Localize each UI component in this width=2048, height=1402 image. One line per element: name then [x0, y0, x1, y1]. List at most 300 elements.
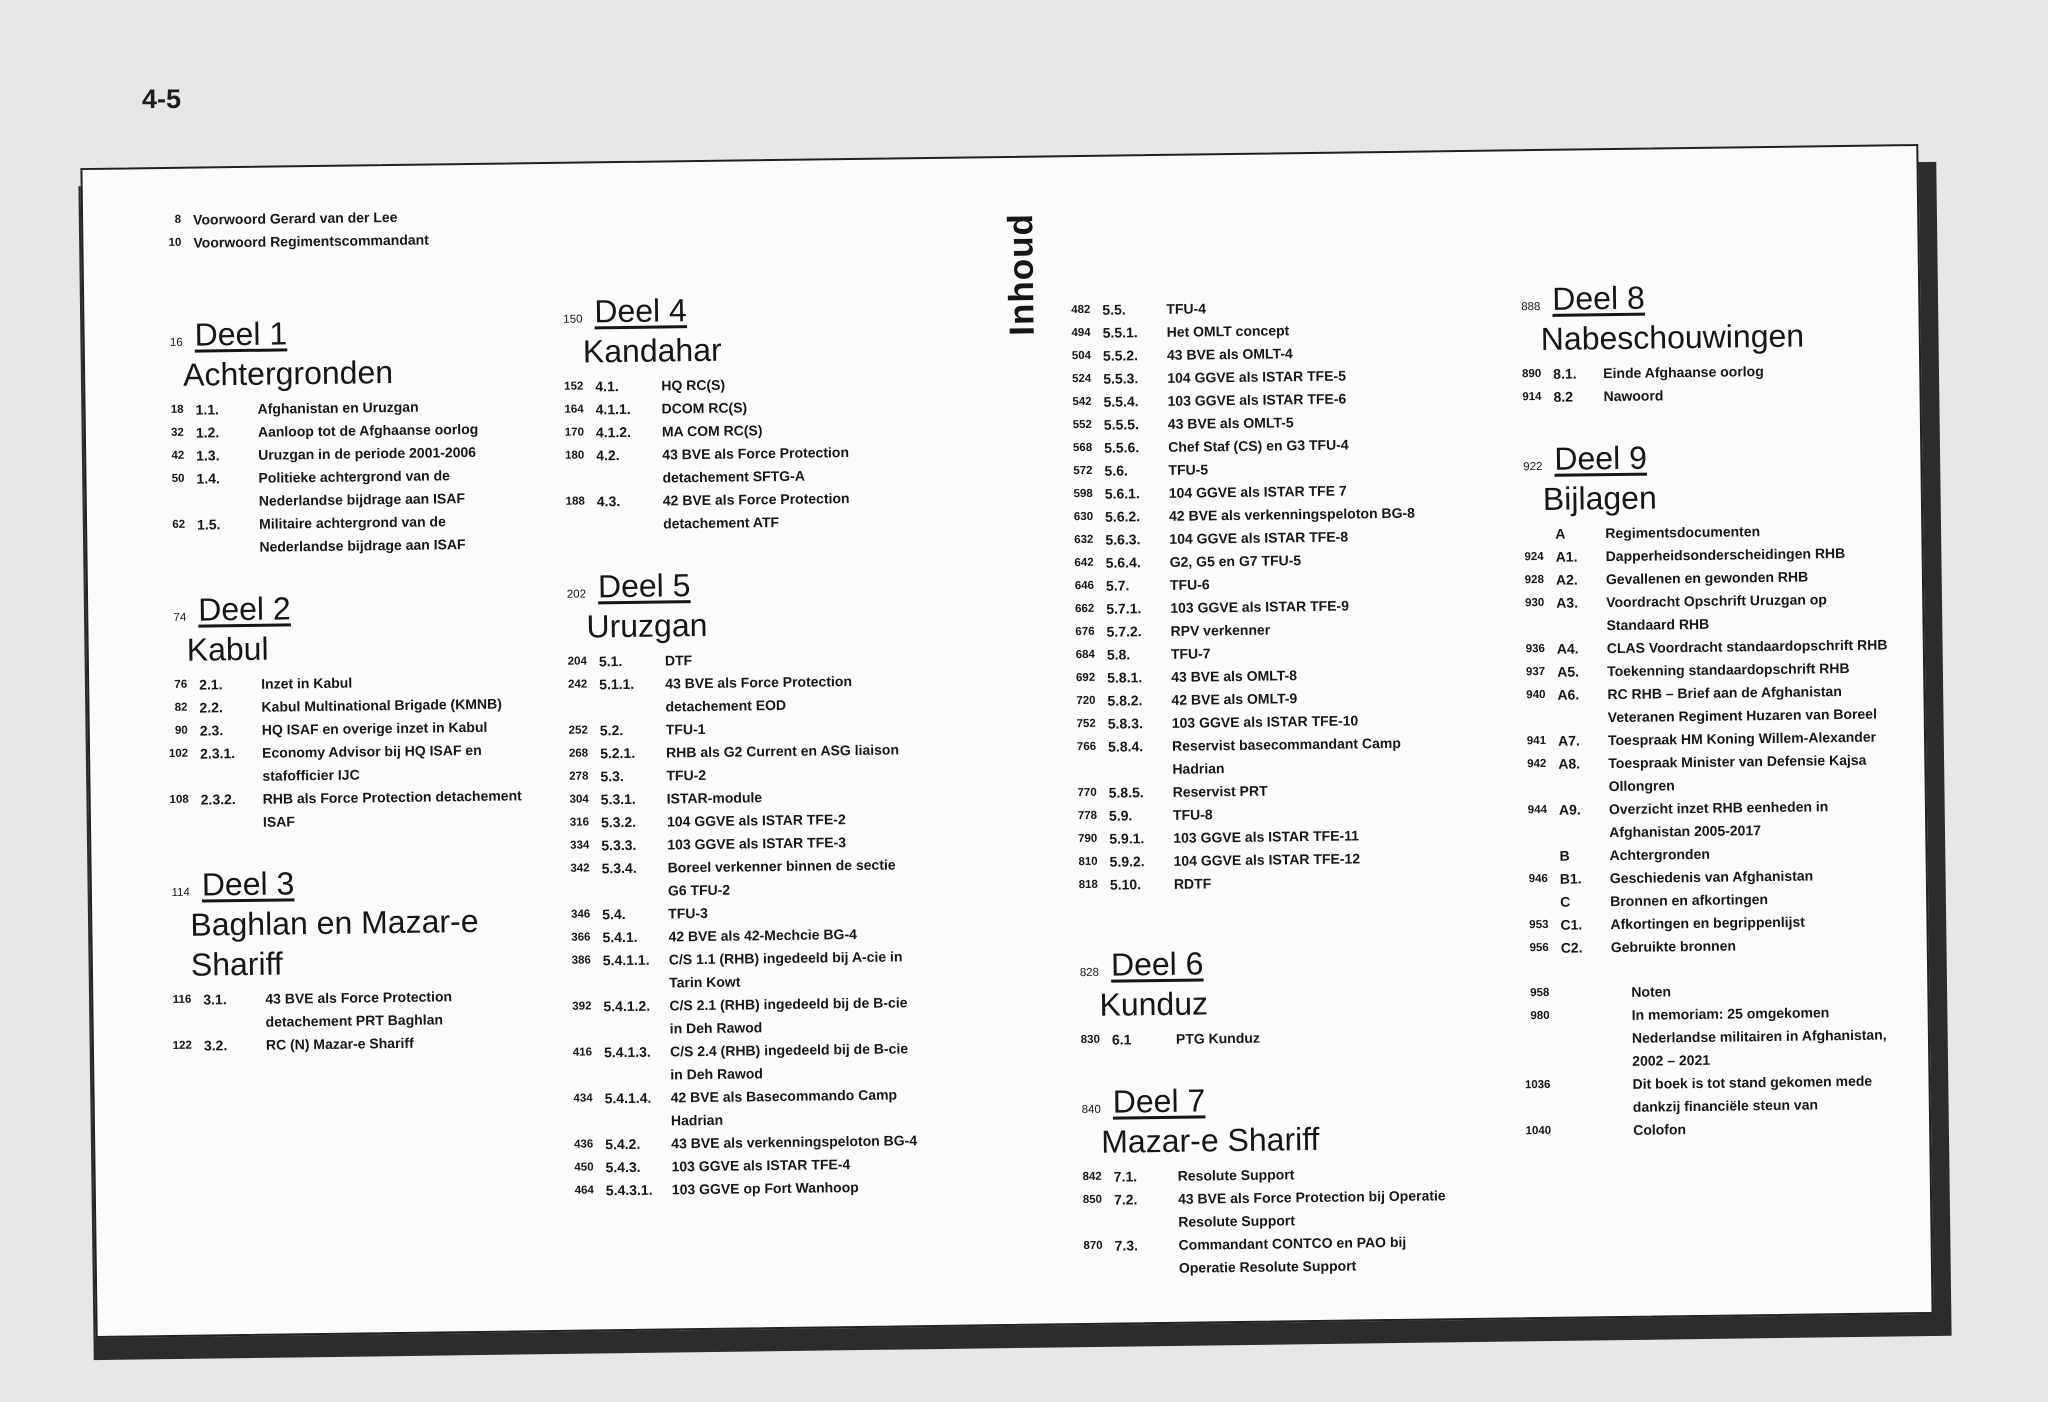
entry-page-number: 552 — [1072, 418, 1092, 432]
deel-subtitle: Achtergronden — [182, 354, 394, 393]
entry-spacer — [1562, 1073, 1632, 1074]
entry-section-number: C1. — [1560, 916, 1583, 933]
entry-section-number: 7.1. — [1113, 1168, 1138, 1185]
deel-heading — [144, 860, 524, 905]
entry-page-number: 164 — [564, 403, 584, 416]
entry-page-number: 42 — [171, 449, 185, 462]
entry-title: RC RHB – Brief aan de Afghanistan Veteranen Regiment Huzaren van Boreel — [1607, 683, 1878, 726]
entry-title: Voorwoord Regimentscommandant — [193, 231, 429, 251]
entry-title: TFU-8 — [1172, 806, 1213, 823]
entry-page-number: 770 — [1077, 786, 1097, 800]
entry-page-number: 676 — [1075, 625, 1095, 639]
entry-page-number: 50 — [171, 472, 185, 485]
entry-page-number: 810 — [1078, 855, 1098, 869]
entry-section-number: A8. — [1558, 755, 1581, 772]
entry-title: Regimentsdocumenten — [1605, 523, 1761, 542]
entry-section-number: 5.4.1.3. — [603, 1043, 651, 1061]
entry-title: 104 GGVE als ISTAR TFE-12 — [1173, 850, 1361, 869]
deel-3 — [144, 860, 526, 1058]
entry-title: 42 BVE als OMLT-9 — [1171, 690, 1298, 708]
entry-title: 43 BVE als OMLT-8 — [1171, 667, 1298, 685]
entry-section-number: 5.7. — [1105, 577, 1130, 594]
entry-title: Afkortingen en begrippenlijst — [1610, 913, 1806, 933]
entry-section-number: 1.5. — [196, 516, 221, 533]
entry-title: 43 BVE als Force Protection detachement PRT Baghlan — [265, 988, 453, 1030]
entry-title: 104 GGVE als ISTAR TFE-5 — [1167, 367, 1347, 386]
entry-page-number: 32 — [171, 426, 184, 439]
entry-title: DCOM RC(S) — [661, 399, 748, 417]
entry-page-number: 494 — [1071, 326, 1091, 340]
entry-section-number: 5.2. — [599, 722, 624, 739]
entry-title: Economy Advisor bij HQ ISAF en stafofficier IJC — [261, 741, 482, 784]
toc-entry — [1504, 1069, 1905, 1120]
entry-title: Chef Staf (CS) en G3 TFU-4 — [1168, 436, 1349, 455]
entry-section-number: 5.9.1. — [1109, 830, 1145, 847]
deel-page-number: 150 — [563, 313, 583, 326]
entry-section-number: 5.6. — [1104, 462, 1128, 479]
entry-page-number: 334 — [570, 839, 590, 852]
deel-title: Deel 7 — [1112, 1082, 1206, 1120]
entry-page-number: 946 — [1528, 872, 1548, 886]
entry-section-number: 5.5.4. — [1103, 393, 1139, 410]
entry-title: TFU-2 — [666, 766, 707, 784]
toc-entry — [545, 945, 916, 996]
toc-entry — [538, 440, 909, 491]
deel-5-continued — [1044, 294, 1452, 897]
entry-page-number: 941 — [1526, 734, 1547, 748]
entry-page-number: 82 — [174, 701, 188, 714]
entry-page-number: 180 — [564, 449, 585, 462]
toc-entry — [138, 463, 519, 514]
deel-title: Deel 1 — [194, 315, 288, 353]
entry-title: C/S 2.4 (RHB) ingedeeld bij de B-cie in Deh Rawod — [669, 1040, 909, 1083]
deel-6 — [1053, 940, 1454, 1052]
deel-heading — [1496, 434, 1896, 479]
entry-section-number: 5.4.1. — [602, 928, 638, 946]
entry-page-number: 830 — [1080, 1033, 1100, 1047]
entry-section-number: 8.1. — [1553, 365, 1577, 382]
entry-page-number: 416 — [572, 1046, 593, 1059]
toc-entry — [546, 1037, 917, 1088]
entry-page-number: 366 — [571, 931, 591, 944]
entry-section-number: 6.1 — [1111, 1031, 1132, 1048]
toc-entry — [1050, 731, 1451, 782]
entry-page-number: 684 — [1075, 648, 1095, 662]
entry-title: 43 BVE als Force Protection bij Operatie Resolute Support — [1177, 1187, 1446, 1230]
deel-title: Deel 2 — [197, 590, 291, 628]
entry-title: 104 GGVE als ISTAR TFE 7 — [1168, 482, 1347, 501]
entry-page-number: 944 — [1527, 803, 1548, 817]
entry-title: Het OMLT concept — [1166, 322, 1290, 340]
entry-section-number: A6. — [1557, 686, 1580, 703]
deel-heading — [540, 562, 910, 607]
entry-section-number: 5.8.1. — [1107, 669, 1143, 686]
entry-page-number: 450 — [574, 1161, 594, 1174]
toc-entry — [1501, 794, 1902, 845]
entry-section-number: 7.2. — [1113, 1191, 1138, 1208]
entry-title: TFU-4 — [1166, 300, 1207, 317]
deel-page-number: 922 — [1523, 460, 1543, 474]
entry-page-number: 630 — [1073, 510, 1094, 524]
entry-section-number: 1.3. — [196, 447, 220, 464]
entry-section-number: 5.9. — [1108, 807, 1133, 824]
entry-section-number: 5.5.5. — [1103, 416, 1140, 433]
entry-page-number: 304 — [569, 793, 589, 806]
entry-page-number: 568 — [1072, 441, 1093, 455]
entry-section-number: 5.4.1.2. — [603, 997, 651, 1015]
entry-page-number: 524 — [1072, 372, 1092, 386]
entry-title: In memoriam: 25 omgekomen Nederlandse militairen in Afghanistan, 2002 – 2021 — [1631, 1004, 1887, 1069]
entry-title: Afghanistan en Uruzgan — [257, 398, 419, 417]
entry-title: Toespraak HM Koning Willem-Alexander — [1607, 728, 1877, 749]
deel-subtitle: Uruzgan — [586, 606, 708, 645]
entry-page-number: 242 — [567, 678, 588, 691]
entry-section-number: 5.7.1. — [1106, 600, 1142, 617]
entry-title: TFU-6 — [1169, 576, 1210, 593]
entry-section-number: 1.1. — [195, 401, 220, 418]
entry-section-number: 7.3. — [1114, 1237, 1139, 1254]
entry-title: 43 BVE als Force Protection detachement SFTG-A — [662, 444, 850, 486]
entry-title: 103 GGVE als ISTAR TFE-3 — [667, 834, 847, 853]
toc-sheet — [80, 144, 1933, 1338]
entry-section-number: 4.3. — [596, 493, 621, 510]
entry-page-number: 662 — [1075, 602, 1095, 616]
entry-title: Achtergronden — [1609, 845, 1710, 864]
entry-title: 103 GGVE als ISTAR TFE-9 — [1170, 597, 1350, 616]
entry-page-number: 278 — [569, 770, 589, 783]
entry-title: TFU-7 — [1170, 645, 1211, 662]
entry-section-number: 5.4. — [602, 906, 626, 923]
deel-page-number: 202 — [566, 588, 587, 601]
entry-page-number: 942 — [1527, 757, 1547, 771]
entry-section-number: 5.6.3. — [1105, 531, 1141, 548]
entry-title: Politieke achtergrond van de Nederlandse bijdrage aan ISAF — [258, 467, 466, 509]
entry-section-number: 5.3.1. — [600, 790, 636, 808]
entry-section-number: 4.1. — [595, 378, 619, 395]
entry-section-number: 5.6.1. — [1104, 485, 1140, 502]
entry-title: Overzicht inzet RHB eenheden in Afghanistan 2005-2017 — [1608, 798, 1829, 841]
entry-title: 103 GGVE als ISTAR TFE-10 — [1171, 712, 1359, 731]
entry-page-number: 930 — [1524, 596, 1545, 610]
entry-section-number: 5.5.1. — [1102, 324, 1138, 341]
entry-page-number: 482 — [1071, 303, 1091, 317]
entry-section-number: C — [1560, 893, 1571, 910]
entry-title: 43 BVE als verkenningspeloton BG-4 — [671, 1132, 918, 1152]
toc-entry — [1056, 1230, 1457, 1281]
entry-title: Gevallenen en gewonden RHB — [1605, 568, 1809, 588]
deel-heading — [1054, 1077, 1454, 1122]
entry-section-number: 5.1.1. — [599, 675, 635, 693]
entry-page-number: 766 — [1076, 740, 1097, 754]
toc-entry — [1054, 1024, 1454, 1052]
entry-title: 42 BVE als Basecommando Camp Hadrian — [670, 1086, 898, 1129]
toc-entry — [145, 984, 526, 1035]
deel-title: Deel 3 — [201, 865, 295, 903]
entry-page-number: 342 — [570, 862, 590, 875]
entry-section-number: 5.3.3. — [601, 836, 637, 854]
entry-title: RPV verkenner — [1170, 621, 1271, 639]
entry-title: 42 BVE als Force Protection detachement ATF — [662, 490, 850, 532]
entry-page-number: 928 — [1524, 573, 1545, 587]
entry-section-number: 5.3.4. — [601, 859, 637, 877]
entry-page-number: 504 — [1071, 349, 1092, 363]
entry-page-number: 953 — [1529, 918, 1549, 932]
entry-page-number: 76 — [174, 678, 188, 691]
entry-page-number: 542 — [1072, 395, 1092, 409]
entry-page-number: 642 — [1074, 556, 1094, 570]
entry-page-number: 940 — [1526, 688, 1546, 702]
entry-section-number: A1. — [1555, 548, 1578, 565]
toc-entry — [545, 991, 916, 1042]
entry-page-number: 790 — [1078, 832, 1098, 846]
deel-page-number: 840 — [1081, 1103, 1101, 1117]
entry-section-number: 4.1.2. — [595, 423, 632, 441]
deel-page-number: 74 — [173, 611, 187, 624]
entry-section-number: 5.3.2. — [600, 813, 637, 831]
entry-section-number: 8.2 — [1553, 388, 1574, 405]
deel-title: Deel 4 — [594, 292, 688, 330]
entry-title: 104 GGVE als ISTAR TFE-2 — [666, 811, 846, 830]
deel-heading — [536, 287, 906, 332]
entry-title: Bronnen en afkortingen — [1610, 891, 1769, 910]
entry-page-number: 980 — [1530, 1009, 1550, 1023]
entry-page-number: 890 — [1521, 367, 1542, 381]
deel-title: Deel 6 — [1110, 945, 1204, 983]
toc-entry — [1505, 1115, 1905, 1143]
entry-section-number: B — [1559, 847, 1570, 864]
entry-title: 103 GGVE op Fort Wanhoop — [671, 1178, 859, 1198]
entry-title: Voorwoord Gerard van der Lee — [193, 208, 398, 228]
deel-page-number: 828 — [1079, 966, 1100, 980]
entry-page-number: 90 — [174, 724, 188, 737]
entry-section-number: A9. — [1558, 801, 1581, 818]
entry-page-number — [1497, 523, 1555, 524]
entry-page-number: 842 — [1082, 1170, 1102, 1184]
toc-entry — [547, 1083, 918, 1134]
entry-title: Einde Afghaanse oorlog — [1603, 363, 1764, 382]
entry-page-number: 170 — [564, 426, 585, 439]
deel-5 — [540, 562, 918, 1203]
entry-page-number: 252 — [568, 724, 588, 737]
entry-title: Dapperheidsonderscheidingen RHB — [1605, 545, 1846, 565]
entry-title: Militaire achtergrond van de Nederlandse bijdrage aan ISAF — [258, 513, 466, 555]
deel-title: Deel 9 — [1554, 439, 1648, 477]
entry-title: 43 BVE als OMLT-5 — [1167, 414, 1294, 432]
entry-section-number: 5.8.3. — [1107, 715, 1143, 732]
entry-title: RHB als G2 Current en ASG liaison — [666, 741, 900, 761]
entry-section-number: 5.8.5. — [1108, 784, 1144, 801]
entry-page-number: 122 — [172, 1039, 192, 1052]
entry-section-number: 5.5.6. — [1104, 439, 1140, 456]
deel-heading — [140, 585, 520, 630]
entry-page-number: 850 — [1082, 1193, 1103, 1207]
entry-page-number: 18 — [170, 403, 184, 416]
entry-page-number: 937 — [1525, 665, 1546, 679]
entry-section-number: 5.9.2. — [1109, 853, 1145, 870]
entry-section-number: 5.4.1.4. — [604, 1089, 652, 1107]
entry-page-number: 392 — [572, 1000, 592, 1013]
entry-title: 104 GGVE als ISTAR TFE-8 — [1169, 528, 1349, 547]
entry-title: Toespraak Minister van Defensie Kajsa Ollongren — [1608, 751, 1867, 795]
entry-page-number: 386 — [571, 954, 591, 967]
entry-title: Reservist basecommandant Camp Hadrian — [1171, 734, 1401, 777]
entry-title: Dit boek is tot stand gekomen mede dankzij financiële steun van — [1632, 1072, 1873, 1115]
entry-page-number: 1040 — [1525, 1124, 1552, 1138]
entry-title: CLAS Voordracht standaardopschrift RHB — [1606, 636, 1888, 657]
entry-section-number: 3.2. — [203, 1037, 228, 1054]
entry-section-number: 2.3.2. — [200, 791, 236, 808]
entry-title: 103 GGVE als ISTAR TFE-4 — [671, 1156, 851, 1175]
entry-title: C/S 2.1 (RHB) ingedeeld bij de B-cie in Deh Rawod — [669, 994, 908, 1037]
entry-page-number: 936 — [1525, 642, 1545, 656]
entry-spacer — [1561, 981, 1631, 982]
deel-title: Deel 8 — [1552, 279, 1645, 317]
entry-title: TFU-3 — [668, 904, 709, 922]
entry-title: Inzet in Kabul — [261, 674, 353, 692]
entry-page-number: 8 — [174, 213, 182, 226]
entry-title: Reservist PRT — [1172, 782, 1268, 800]
toc-column-1 — [135, 204, 526, 1058]
entry-section-number: 2.3.1. — [199, 745, 236, 762]
toc-entry — [543, 853, 914, 904]
entry-page-number: 204 — [567, 655, 588, 668]
entry-page-number: 108 — [169, 793, 189, 806]
deel-title: Deel 5 — [597, 567, 691, 605]
toc-entry — [548, 1175, 918, 1203]
entry-page-number: 464 — [574, 1184, 594, 1197]
entry-title: Gebruikte bronnen — [1610, 937, 1737, 956]
deel-page-number: 888 — [1521, 300, 1541, 314]
toc-entry — [1056, 1184, 1457, 1235]
entry-section-number: C2. — [1560, 939, 1583, 956]
entry-title: Boreel verkenner binnen de sectie G6 TFU-2 — [667, 856, 896, 899]
deel-page-number: 16 — [169, 336, 183, 349]
entry-title: 103 GGVE als ISTAR TFE-6 — [1167, 390, 1347, 409]
entry-title: HQ RC(S) — [661, 376, 726, 394]
entry-section-number: 5.6.2. — [1104, 508, 1141, 525]
deel-1 — [136, 310, 519, 560]
entry-section-number: 5.8.2. — [1107, 692, 1143, 709]
deel-subtitle: Baghlan en Mazar-e Shariff — [190, 902, 479, 983]
entry-section-number: 5.2.1. — [600, 744, 636, 762]
entry-page-number: 870 — [1083, 1239, 1103, 1253]
entry-spacer — [1562, 1004, 1632, 1005]
entry-title: G2, G5 en G7 TFU-5 — [1169, 552, 1302, 570]
entry-section-number: 5.4.2. — [605, 1135, 641, 1153]
entry-section-number: 5.4.3. — [605, 1158, 641, 1176]
entry-title: TFU-5 — [1168, 461, 1209, 478]
entry-section-number: A3. — [1556, 594, 1579, 611]
deel-subtitle: Kunduz — [1099, 985, 1209, 1023]
toc-entry — [1498, 587, 1899, 638]
toc-entry — [541, 669, 912, 720]
entry-title: Resolute Support — [1177, 1166, 1295, 1184]
entry-page-number: 152 — [564, 380, 584, 393]
entry-title: 43 BVE als OMLT-4 — [1166, 345, 1293, 363]
entry-section-number: 5.5. — [1102, 301, 1126, 318]
page-label: 4-5 — [142, 84, 182, 114]
entry-section-number: 5.4.3.1. — [605, 1181, 653, 1199]
entry-title: HQ ISAF en overige inzet in Kabul — [261, 718, 488, 738]
entry-section-number: 1.4. — [196, 470, 220, 487]
entry-section-number: A7. — [1557, 732, 1580, 749]
toc-entry — [539, 486, 910, 537]
entry-section-number: B1. — [1559, 870, 1582, 887]
entry-title: RDTF — [1173, 875, 1212, 892]
entry-page-number: 778 — [1077, 809, 1098, 823]
entry-page-number: 188 — [565, 495, 585, 508]
deel-8 — [1494, 274, 1896, 409]
entry-page-number: 956 — [1529, 941, 1549, 955]
deel-subtitle: Kabul — [186, 630, 269, 668]
toc-entry — [1495, 381, 1895, 409]
entry-title: Voordracht Opschrift Uruzgan op Standaard RHB — [1606, 591, 1827, 634]
deel-9 — [1496, 434, 1903, 960]
toc-entry — [143, 784, 524, 835]
deel-subtitle: Nabeschouwingen — [1540, 317, 1805, 357]
side-title: Inhoud — [1001, 212, 1042, 337]
deel-4 — [536, 287, 909, 537]
entry-page-number: 752 — [1076, 717, 1096, 731]
entry-section-number: 2.3. — [199, 722, 224, 739]
entry-section-number: 5.6.4. — [1105, 554, 1141, 571]
entry-page-number: 62 — [172, 518, 186, 531]
entry-title: ISTAR-module — [666, 789, 763, 807]
entry-page-number: 116 — [172, 993, 192, 1006]
entry-title: 42 BVE als verkenningspeloton BG-8 — [1168, 504, 1416, 524]
entry-title: RC (N) Mazar-e Shariff — [265, 1034, 414, 1053]
toc-column-4 — [1494, 274, 1905, 1143]
entry-page-number: 102 — [168, 747, 189, 760]
entry-section-number: 5.4.1.1. — [602, 951, 650, 969]
deel-heading — [136, 310, 516, 355]
entry-page-number: 434 — [573, 1092, 593, 1105]
intro-list — [135, 204, 516, 255]
entry-section-number: 5.3. — [600, 768, 624, 785]
toc-entry — [146, 1030, 526, 1058]
entry-section-number: 5.8.4. — [1107, 738, 1144, 755]
entry-title: Uruzgan in de periode 2001-2006 — [258, 443, 477, 463]
deel-2 — [140, 585, 523, 835]
entry-title: 103 GGVE als ISTAR TFE-11 — [1173, 827, 1360, 846]
entry-section-number: 2.2. — [199, 699, 223, 716]
entry-title: C/S 1.1 (RHB) ingedeeld bij A-cie in Tarin Kowt — [668, 948, 903, 991]
entry-title: 42 BVE als 42-Mechcie BG-4 — [668, 925, 857, 945]
entry-page-number: 692 — [1075, 671, 1096, 685]
entry-section-number: 5.5.2. — [1102, 347, 1139, 364]
entry-title: DTF — [664, 652, 693, 669]
entry-section-number: 3.1. — [203, 991, 227, 1008]
entry-title: Toekenning standaardopschrift RHB — [1607, 659, 1850, 680]
entry-section-number: 5.5.3. — [1103, 370, 1139, 387]
toc-entry — [1504, 1000, 1905, 1074]
entry-section-number: 5.1. — [598, 653, 623, 670]
entry-title: TFU-1 — [665, 720, 706, 738]
deel-subtitle: Kandahar — [582, 331, 722, 370]
deel-subtitle: Bijlagen — [1542, 479, 1657, 517]
entry-section-number: 4.2. — [596, 447, 620, 464]
entry-title: Kabul Multinational Brigade (KMNB) — [261, 695, 502, 715]
deel-heading — [1053, 940, 1453, 985]
entry-title: Geschiedenis van Afghanistan — [1609, 867, 1814, 887]
deel-7 — [1054, 1077, 1457, 1281]
entry-page-number: 316 — [569, 816, 590, 829]
entry-page-number: 924 — [1524, 550, 1544, 564]
entry-title: 43 BVE als Force Protection detachement EOD — [665, 673, 853, 715]
entry-section-number: A5. — [1557, 663, 1580, 680]
entry-page-number: 572 — [1073, 464, 1093, 478]
entry-page-number — [1501, 845, 1559, 846]
